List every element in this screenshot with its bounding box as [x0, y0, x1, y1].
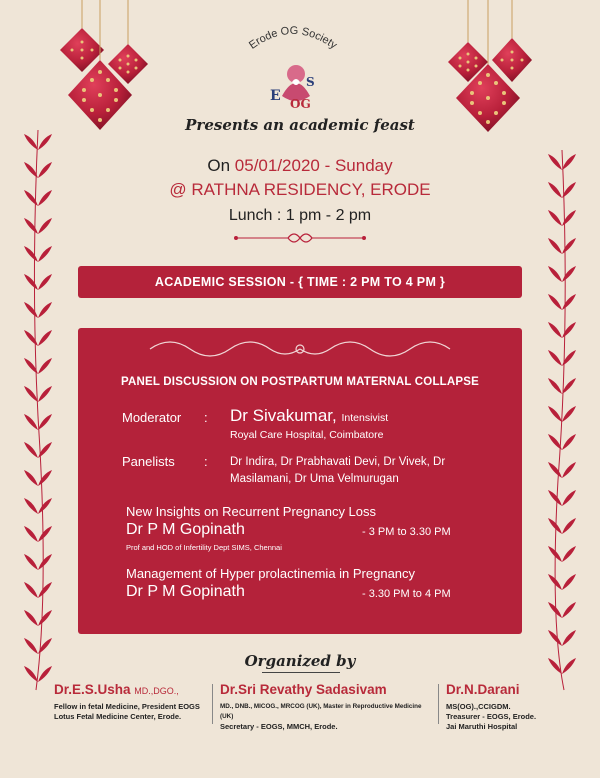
- ornament-left-small: [108, 0, 148, 84]
- organizer-darani-line1: MS(OG).,CCIGDM.: [446, 702, 511, 711]
- organizer-separator-1: [212, 684, 213, 724]
- vine-right: [548, 150, 576, 690]
- organizer-usha: [54, 682, 210, 722]
- moderator-name-line: [230, 406, 388, 426]
- talk2-time: - 3.30 PM to 4 PM: [362, 588, 451, 600]
- organizer-revathy-name: Dr.Sri Revathy Sadasivam: [220, 682, 387, 697]
- ornament-right-small: [448, 0, 488, 82]
- organizer-usha-name: Dr.E.S.Usha: [54, 682, 131, 697]
- ornament-left-large: [68, 0, 132, 130]
- ornament-right-medium: [492, 0, 532, 82]
- flourish-ornament: [140, 336, 460, 362]
- ornament-left-medium: [60, 0, 104, 72]
- svg-text:S: S: [306, 75, 315, 89]
- society-name-arc: [238, 18, 348, 58]
- svg-text:Erode OG Society: [247, 25, 339, 52]
- panelists-colon: :: [204, 454, 208, 469]
- organizer-separator-2: [438, 684, 439, 724]
- organizer-darani-line2: Treasurer - EOGS, Erode.: [446, 712, 537, 721]
- organized-by-underline: [262, 672, 340, 673]
- moderator-name: Dr Sivakumar,: [230, 406, 337, 425]
- organizer-usha-line1: Fellow in fetal Medicine, President EOGS: [54, 702, 200, 711]
- organizer-revathy-line1: MD., DNB., MICOG., MRCOG (UK), Master in Reproductive Medicine (UK): [220, 703, 422, 720]
- event-date: [0, 156, 600, 176]
- organizer-revathy-line2: Secretary - EOGS, MMCH, Erode.: [220, 722, 338, 731]
- moderator-place: Royal Care Hospital, Coimbatore: [230, 429, 384, 441]
- organizer-usha-line2: Lotus Fetal Medicine Center, Erode.: [54, 712, 182, 721]
- svg-text:E: E: [270, 88, 281, 104]
- panel-title: PANEL DISCUSSION ON POSTPARTUM MATERNAL COLLAPSE: [120, 376, 480, 388]
- talk1-time: - 3 PM to 3.30 PM: [362, 526, 451, 538]
- ornament-right-large: [456, 0, 520, 132]
- ornamental-divider: [230, 230, 370, 246]
- talk1-title: New Insights on Recurrent Pregnancy Loss: [126, 504, 377, 519]
- organizer-revathy: [220, 682, 434, 732]
- moderator-colon: :: [204, 410, 208, 425]
- eogs-logo: [262, 56, 330, 112]
- lunch-time: Lunch : 1 pm - 2 pm: [228, 207, 372, 224]
- date-value: 05/01/2020 - Sunday: [234, 156, 393, 175]
- moderator-role: Intensivist: [341, 412, 389, 424]
- society-name: Erode OG Society: [247, 24, 340, 52]
- panelists-label: Panelists: [122, 454, 175, 469]
- presents-tagline: Presents an academic feast: [185, 116, 415, 134]
- svg-text:OG: OG: [290, 97, 311, 111]
- event-venue: @ RATHNA RESIDENCY, ERODE: [169, 180, 431, 199]
- organizer-usha-degrees: MD.,DGO.,: [134, 686, 179, 696]
- panelists-list: Dr Indira, Dr Prabhavati Devi, Dr Vivek, Dr Masilamani, Dr Uma Velmurugan: [230, 456, 446, 485]
- date-prefix: On: [207, 156, 231, 175]
- organized-by-heading: Organized by: [244, 652, 356, 670]
- academic-session-banner: ACADEMIC SESSION - { TIME : 2 PM TO 4 PM }: [78, 266, 522, 298]
- organizer-darani-line3: Jai Maruthi Hospital: [446, 722, 518, 731]
- talk2-speaker: Dr P M Gopinath: [126, 583, 245, 600]
- organizer-darani: [446, 682, 566, 732]
- talk2-title: Management of Hyper prolactinemia in Pregnancy: [126, 566, 416, 581]
- talk1-speaker: Dr P M Gopinath: [126, 521, 245, 538]
- panel-discussion-card: [78, 328, 522, 634]
- organizer-darani-name: Dr.N.Darani: [446, 682, 520, 697]
- talk1-speaker-affiliation: Prof and HOD of Infertility Dept SIMS, Chennai: [126, 543, 282, 552]
- moderator-label: Moderator: [122, 410, 182, 425]
